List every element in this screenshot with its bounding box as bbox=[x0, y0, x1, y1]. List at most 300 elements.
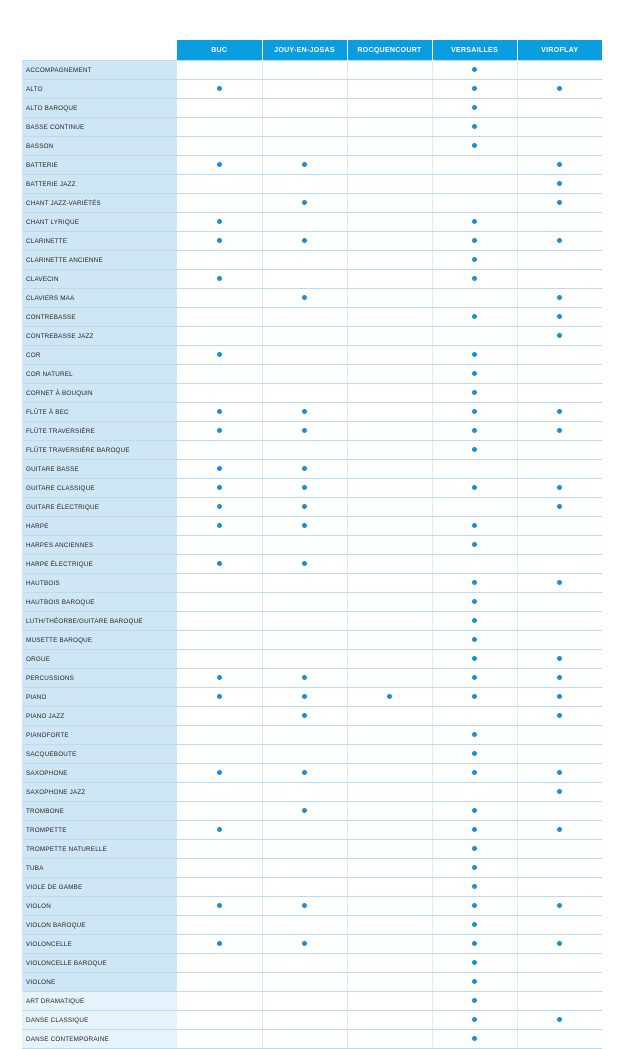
availability-cell bbox=[432, 232, 517, 251]
availability-dot-icon bbox=[302, 200, 307, 205]
availability-dot-icon bbox=[472, 428, 477, 433]
availability-dot-icon bbox=[472, 1036, 477, 1041]
availability-cell bbox=[517, 118, 602, 137]
availability-cell bbox=[347, 973, 432, 992]
column-header-viroflay: VIROFLAY bbox=[517, 40, 602, 61]
availability-dot-icon bbox=[217, 238, 222, 243]
availability-dot-icon bbox=[217, 561, 222, 566]
availability-cell bbox=[262, 992, 347, 1011]
availability-cell bbox=[177, 669, 262, 688]
availability-cell bbox=[262, 498, 347, 517]
availability-cell bbox=[262, 821, 347, 840]
table-row bbox=[22, 859, 602, 878]
availability-cell bbox=[177, 194, 262, 213]
availability-dot-icon bbox=[387, 694, 392, 699]
header-row bbox=[22, 40, 602, 61]
row-label: ORGUE bbox=[22, 650, 177, 669]
availability-cell bbox=[347, 365, 432, 384]
availability-cell bbox=[432, 346, 517, 365]
row-label: COR bbox=[22, 346, 177, 365]
column-header-buc: BUC bbox=[177, 40, 262, 61]
row-label: VIOLONCELLE bbox=[22, 935, 177, 954]
table-row bbox=[22, 897, 602, 916]
availability-cell bbox=[347, 612, 432, 631]
table-row bbox=[22, 213, 602, 232]
availability-cell bbox=[517, 935, 602, 954]
availability-dot-icon bbox=[472, 523, 477, 528]
availability-dot-icon bbox=[472, 979, 477, 984]
availability-cell bbox=[432, 650, 517, 669]
row-label: DANSE CLASSIQUE bbox=[22, 1011, 177, 1030]
availability-cell bbox=[432, 99, 517, 118]
availability-dot-icon bbox=[557, 485, 562, 490]
availability-cell bbox=[517, 460, 602, 479]
row-label: CLAVECIN bbox=[22, 270, 177, 289]
row-label: TROMPETTE bbox=[22, 821, 177, 840]
availability-cell bbox=[432, 137, 517, 156]
availability-cell bbox=[517, 346, 602, 365]
availability-cell bbox=[517, 289, 602, 308]
availability-cell bbox=[517, 878, 602, 897]
availability-dot-icon bbox=[302, 428, 307, 433]
availability-dot-icon bbox=[472, 1017, 477, 1022]
availability-cell bbox=[262, 403, 347, 422]
availability-cell bbox=[347, 593, 432, 612]
availability-cell bbox=[432, 593, 517, 612]
table-row bbox=[22, 821, 602, 840]
row-label: TROMBONE bbox=[22, 802, 177, 821]
availability-cell bbox=[347, 1011, 432, 1030]
availability-dot-icon bbox=[302, 694, 307, 699]
availability-dot-icon bbox=[472, 542, 477, 547]
availability-cell bbox=[347, 422, 432, 441]
table-row bbox=[22, 973, 602, 992]
availability-cell bbox=[177, 517, 262, 536]
availability-cell bbox=[262, 80, 347, 99]
availability-cell bbox=[517, 1011, 602, 1030]
availability-dot-icon bbox=[302, 162, 307, 167]
availability-cell bbox=[262, 460, 347, 479]
availability-dot-icon bbox=[557, 314, 562, 319]
availability-dot-icon bbox=[302, 295, 307, 300]
availability-cell bbox=[177, 289, 262, 308]
availability-dot-icon bbox=[472, 257, 477, 262]
availability-cell bbox=[347, 802, 432, 821]
table-row bbox=[22, 517, 602, 536]
availability-cell bbox=[177, 745, 262, 764]
availability-cell bbox=[177, 346, 262, 365]
table-row bbox=[22, 137, 602, 156]
availability-cell bbox=[432, 821, 517, 840]
availability-cell bbox=[517, 232, 602, 251]
row-label: CHANT LYRIQUE bbox=[22, 213, 177, 232]
availability-cell bbox=[262, 289, 347, 308]
availability-cell bbox=[262, 156, 347, 175]
availability-cell bbox=[432, 574, 517, 593]
availability-dot-icon bbox=[472, 675, 477, 680]
availability-cell bbox=[432, 897, 517, 916]
availability-dot-icon bbox=[217, 903, 222, 908]
row-label: TUBA bbox=[22, 859, 177, 878]
availability-cell bbox=[517, 897, 602, 916]
availability-cell bbox=[262, 441, 347, 460]
availability-cell bbox=[262, 631, 347, 650]
row-label: GUITARE CLASSIQUE bbox=[22, 479, 177, 498]
availability-dot-icon bbox=[557, 295, 562, 300]
availability-cell bbox=[177, 878, 262, 897]
row-label: ACCOMPAGNEMENT bbox=[22, 61, 177, 80]
table-row bbox=[22, 555, 602, 574]
availability-cell bbox=[517, 593, 602, 612]
row-label: HARPE ÉLECTRIQUE bbox=[22, 555, 177, 574]
availability-cell bbox=[517, 327, 602, 346]
availability-cell bbox=[177, 308, 262, 327]
availability-cell bbox=[262, 232, 347, 251]
availability-dot-icon bbox=[217, 466, 222, 471]
availability-dot-icon bbox=[472, 637, 477, 642]
row-label: VIOLONCELLE BAROQUE bbox=[22, 954, 177, 973]
row-label: HAUTBOIS BAROQUE bbox=[22, 593, 177, 612]
availability-cell bbox=[262, 916, 347, 935]
availability-cell bbox=[517, 973, 602, 992]
table-row bbox=[22, 954, 602, 973]
row-label: PIANOFORTE bbox=[22, 726, 177, 745]
availability-cell bbox=[262, 517, 347, 536]
availability-cell bbox=[347, 327, 432, 346]
availability-dot-icon bbox=[557, 428, 562, 433]
availability-cell bbox=[262, 251, 347, 270]
availability-cell bbox=[262, 137, 347, 156]
table-row bbox=[22, 688, 602, 707]
availability-dot-icon bbox=[302, 485, 307, 490]
row-label: ALTO BAROQUE bbox=[22, 99, 177, 118]
availability-cell bbox=[517, 631, 602, 650]
table-row bbox=[22, 593, 602, 612]
availability-dot-icon bbox=[557, 238, 562, 243]
availability-dot-icon bbox=[302, 808, 307, 813]
availability-cell bbox=[177, 650, 262, 669]
availability-cell bbox=[347, 764, 432, 783]
availability-cell bbox=[432, 251, 517, 270]
availability-cell bbox=[517, 726, 602, 745]
availability-cell bbox=[432, 954, 517, 973]
availability-dot-icon bbox=[472, 580, 477, 585]
instrument-location-table bbox=[22, 40, 602, 1049]
availability-cell bbox=[262, 536, 347, 555]
availability-cell bbox=[347, 403, 432, 422]
availability-cell bbox=[262, 802, 347, 821]
row-label: PERCUSSIONS bbox=[22, 669, 177, 688]
table-row bbox=[22, 270, 602, 289]
row-label: ART DRAMATIQUE bbox=[22, 992, 177, 1011]
availability-cell bbox=[347, 650, 432, 669]
availability-cell bbox=[517, 384, 602, 403]
availability-cell bbox=[347, 688, 432, 707]
row-label: GUITARE ÉLECTRIQUE bbox=[22, 498, 177, 517]
availability-cell bbox=[347, 213, 432, 232]
availability-dot-icon bbox=[557, 675, 562, 680]
availability-dot-icon bbox=[217, 162, 222, 167]
availability-dot-icon bbox=[472, 447, 477, 452]
table-row bbox=[22, 365, 602, 384]
availability-dot-icon bbox=[472, 770, 477, 775]
row-label: CLARINETTE ANCIENNE bbox=[22, 251, 177, 270]
availability-cell bbox=[517, 251, 602, 270]
availability-cell bbox=[262, 726, 347, 745]
availability-cell bbox=[347, 536, 432, 555]
availability-cell bbox=[347, 194, 432, 213]
availability-dot-icon bbox=[217, 352, 222, 357]
availability-cell bbox=[432, 441, 517, 460]
availability-cell bbox=[432, 327, 517, 346]
table-row bbox=[22, 61, 602, 80]
availability-cell bbox=[177, 156, 262, 175]
availability-dot-icon bbox=[217, 409, 222, 414]
availability-cell bbox=[177, 916, 262, 935]
availability-cell bbox=[432, 764, 517, 783]
availability-cell bbox=[347, 1030, 432, 1049]
availability-cell bbox=[262, 479, 347, 498]
availability-cell bbox=[517, 479, 602, 498]
availability-dot-icon bbox=[557, 504, 562, 509]
availability-cell bbox=[432, 80, 517, 99]
availability-cell bbox=[432, 707, 517, 726]
availability-cell bbox=[177, 802, 262, 821]
availability-cell bbox=[517, 194, 602, 213]
availability-dot-icon bbox=[472, 694, 477, 699]
availability-cell bbox=[177, 498, 262, 517]
availability-cell bbox=[177, 859, 262, 878]
availability-cell bbox=[177, 327, 262, 346]
availability-cell bbox=[347, 574, 432, 593]
availability-dot-icon bbox=[472, 903, 477, 908]
availability-dot-icon bbox=[217, 770, 222, 775]
row-label: CHANT JAZZ-VARIÉTÉS bbox=[22, 194, 177, 213]
availability-cell bbox=[517, 61, 602, 80]
row-label: VIOLONE bbox=[22, 973, 177, 992]
row-label: BASSON bbox=[22, 137, 177, 156]
row-label: FLÛTE À BEC bbox=[22, 403, 177, 422]
availability-cell bbox=[177, 137, 262, 156]
availability-dot-icon bbox=[217, 504, 222, 509]
availability-dot-icon bbox=[302, 903, 307, 908]
availability-cell bbox=[262, 308, 347, 327]
availability-dot-icon bbox=[472, 751, 477, 756]
availability-dot-icon bbox=[472, 219, 477, 224]
availability-cell bbox=[432, 631, 517, 650]
availability-cell bbox=[517, 422, 602, 441]
availability-cell bbox=[177, 555, 262, 574]
table-row bbox=[22, 498, 602, 517]
table-row bbox=[22, 669, 602, 688]
table-row bbox=[22, 916, 602, 935]
availability-dot-icon bbox=[472, 998, 477, 1003]
availability-cell bbox=[347, 156, 432, 175]
availability-cell bbox=[517, 156, 602, 175]
availability-dot-icon bbox=[217, 428, 222, 433]
availability-cell bbox=[347, 99, 432, 118]
availability-dot-icon bbox=[217, 219, 222, 224]
availability-dot-icon bbox=[217, 86, 222, 91]
table-row bbox=[22, 726, 602, 745]
availability-cell bbox=[517, 916, 602, 935]
availability-cell bbox=[517, 175, 602, 194]
availability-cell bbox=[517, 745, 602, 764]
availability-dot-icon bbox=[472, 884, 477, 889]
availability-cell bbox=[517, 992, 602, 1011]
availability-cell bbox=[432, 612, 517, 631]
availability-cell bbox=[177, 80, 262, 99]
availability-cell bbox=[432, 935, 517, 954]
row-label: CLARINETTE bbox=[22, 232, 177, 251]
table-row bbox=[22, 783, 602, 802]
row-label: SAXOPHONE JAZZ bbox=[22, 783, 177, 802]
availability-dot-icon bbox=[557, 86, 562, 91]
row-label: VIOLE DE GAMBE bbox=[22, 878, 177, 897]
availability-cell bbox=[517, 954, 602, 973]
availability-dot-icon bbox=[557, 827, 562, 832]
availability-cell bbox=[347, 80, 432, 99]
availability-cell bbox=[262, 669, 347, 688]
availability-cell bbox=[177, 992, 262, 1011]
row-label: VIOLON bbox=[22, 897, 177, 916]
availability-cell bbox=[262, 707, 347, 726]
availability-cell bbox=[347, 726, 432, 745]
availability-dot-icon bbox=[217, 675, 222, 680]
availability-dot-icon bbox=[472, 599, 477, 604]
row-label: BATTERIE bbox=[22, 156, 177, 175]
availability-dot-icon bbox=[472, 922, 477, 927]
column-header-versailles: VERSAILLES bbox=[432, 40, 517, 61]
availability-dot-icon bbox=[557, 162, 562, 167]
table-row bbox=[22, 175, 602, 194]
availability-cell bbox=[347, 251, 432, 270]
availability-dot-icon bbox=[472, 941, 477, 946]
availability-cell bbox=[177, 270, 262, 289]
table-row bbox=[22, 80, 602, 99]
availability-cell bbox=[517, 783, 602, 802]
row-label: TROMPETTE NATURELLE bbox=[22, 840, 177, 859]
availability-dot-icon bbox=[302, 941, 307, 946]
availability-dot-icon bbox=[472, 808, 477, 813]
availability-cell bbox=[262, 745, 347, 764]
availability-dot-icon bbox=[472, 67, 477, 72]
row-label: CORNET À BOUQUIN bbox=[22, 384, 177, 403]
availability-cell bbox=[432, 289, 517, 308]
availability-cell bbox=[432, 213, 517, 232]
availability-cell bbox=[432, 859, 517, 878]
availability-cell bbox=[517, 688, 602, 707]
availability-cell bbox=[177, 118, 262, 137]
availability-cell bbox=[262, 764, 347, 783]
table-row bbox=[22, 479, 602, 498]
availability-cell bbox=[177, 422, 262, 441]
availability-cell bbox=[177, 707, 262, 726]
availability-cell bbox=[347, 308, 432, 327]
availability-cell bbox=[347, 878, 432, 897]
table-row bbox=[22, 878, 602, 897]
availability-cell bbox=[347, 441, 432, 460]
availability-dot-icon bbox=[302, 561, 307, 566]
availability-cell bbox=[177, 441, 262, 460]
availability-cell bbox=[347, 859, 432, 878]
availability-cell bbox=[432, 1030, 517, 1049]
availability-dot-icon bbox=[472, 276, 477, 281]
availability-cell bbox=[432, 688, 517, 707]
availability-dot-icon bbox=[472, 732, 477, 737]
table-row bbox=[22, 650, 602, 669]
availability-cell bbox=[262, 840, 347, 859]
availability-cell bbox=[177, 403, 262, 422]
row-label: HAUTBOIS bbox=[22, 574, 177, 593]
row-label: CLAVIERS MAA bbox=[22, 289, 177, 308]
table-row bbox=[22, 612, 602, 631]
availability-cell bbox=[347, 346, 432, 365]
availability-cell bbox=[177, 821, 262, 840]
table-row bbox=[22, 1011, 602, 1030]
availability-cell bbox=[347, 745, 432, 764]
table-row bbox=[22, 745, 602, 764]
availability-cell bbox=[177, 897, 262, 916]
availability-dot-icon bbox=[217, 941, 222, 946]
availability-cell bbox=[347, 840, 432, 859]
availability-cell bbox=[177, 99, 262, 118]
availability-cell bbox=[517, 441, 602, 460]
availability-cell bbox=[262, 118, 347, 137]
availability-dot-icon bbox=[302, 466, 307, 471]
availability-cell bbox=[262, 365, 347, 384]
availability-cell bbox=[262, 783, 347, 802]
availability-cell bbox=[262, 593, 347, 612]
availability-dot-icon bbox=[302, 238, 307, 243]
availability-cell bbox=[177, 973, 262, 992]
availability-dot-icon bbox=[557, 181, 562, 186]
availability-cell bbox=[432, 118, 517, 137]
availability-cell bbox=[432, 479, 517, 498]
availability-dot-icon bbox=[472, 143, 477, 148]
table-row bbox=[22, 99, 602, 118]
availability-dot-icon bbox=[557, 770, 562, 775]
column-header-rocquencourt: ROCQUENCOURT bbox=[347, 40, 432, 61]
availability-cell bbox=[517, 669, 602, 688]
availability-dot-icon bbox=[472, 827, 477, 832]
availability-cell bbox=[177, 612, 262, 631]
availability-cell bbox=[517, 80, 602, 99]
table-body bbox=[22, 61, 602, 1049]
availability-cell bbox=[517, 650, 602, 669]
availability-cell bbox=[347, 232, 432, 251]
availability-dot-icon bbox=[217, 276, 222, 281]
availability-cell bbox=[517, 612, 602, 631]
availability-dot-icon bbox=[302, 675, 307, 680]
table-row bbox=[22, 289, 602, 308]
table-row bbox=[22, 327, 602, 346]
availability-cell bbox=[432, 422, 517, 441]
availability-cell bbox=[517, 270, 602, 289]
availability-cell bbox=[432, 916, 517, 935]
availability-cell bbox=[432, 403, 517, 422]
availability-cell bbox=[347, 118, 432, 137]
row-label: HARPE bbox=[22, 517, 177, 536]
table-row bbox=[22, 764, 602, 783]
availability-cell bbox=[347, 61, 432, 80]
availability-dot-icon bbox=[557, 1017, 562, 1022]
table-row bbox=[22, 460, 602, 479]
availability-cell bbox=[517, 707, 602, 726]
availability-dot-icon bbox=[472, 86, 477, 91]
availability-cell bbox=[517, 517, 602, 536]
availability-cell bbox=[177, 783, 262, 802]
